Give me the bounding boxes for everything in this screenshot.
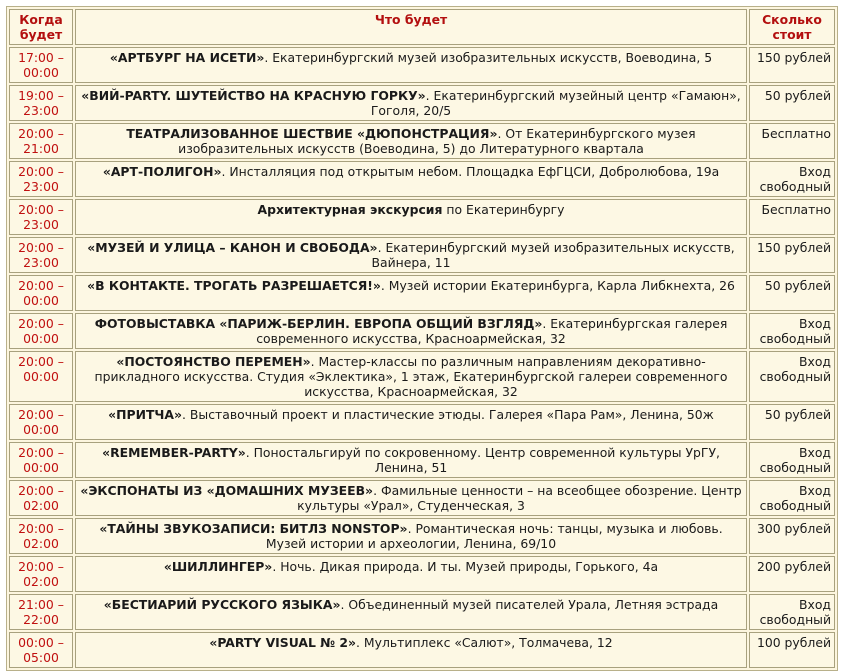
event-time: 20:00 – 21:00 bbox=[9, 123, 73, 159]
table-row bbox=[9, 123, 835, 159]
event-description bbox=[75, 275, 747, 311]
event-description bbox=[75, 85, 747, 121]
event-title: «ВИЙ-PARTY. ШУТЕЙСТВО НА КРАСНУЮ ГОРКУ» bbox=[81, 88, 426, 103]
event-details: . Екатеринбургская галерея современного искусства, Красноармейская, 32 bbox=[256, 316, 728, 346]
event-description bbox=[75, 313, 747, 349]
event-details: . Мультиплекс «Салют», Толмачева, 12 bbox=[356, 635, 613, 650]
event-time: 20:00 – 02:00 bbox=[9, 518, 73, 554]
event-schedule-table bbox=[6, 6, 838, 671]
event-title: «АРТ-ПОЛИГОН» bbox=[102, 164, 222, 179]
table-row bbox=[9, 313, 835, 349]
header-row bbox=[9, 9, 835, 45]
event-title: «БЕСТИАРИЙ РУССКОГО ЯЗЫКА» bbox=[103, 597, 341, 612]
event-price: 150 рублей bbox=[749, 237, 835, 273]
event-title: ФОТОВЫСТАВКА «ПАРИЖ-БЕРЛИН. ЕВРОПА ОБЩИЙ ВЗГЛЯД» bbox=[94, 316, 543, 331]
event-description bbox=[75, 47, 747, 83]
event-description bbox=[75, 556, 747, 592]
event-description bbox=[75, 632, 747, 668]
event-title: «МУЗЕЙ И УЛИЦА – КАНОН И СВОБОДА» bbox=[87, 240, 378, 255]
event-time: 17:00 – 00:00 bbox=[9, 47, 73, 83]
event-description bbox=[75, 351, 747, 402]
event-description bbox=[75, 480, 747, 516]
event-time: 00:00 – 05:00 bbox=[9, 632, 73, 668]
event-time: 20:00 – 00:00 bbox=[9, 442, 73, 478]
table-row bbox=[9, 237, 835, 273]
table-body bbox=[9, 47, 835, 668]
header-what: Что будет bbox=[75, 9, 747, 45]
event-price: Бесплатно bbox=[749, 199, 835, 235]
event-details: . Ночь. Дикая природа. И ты. Музей природы, Горького, 4а bbox=[272, 559, 659, 574]
table-row bbox=[9, 351, 835, 402]
event-price: 200 рублей bbox=[749, 556, 835, 592]
event-price: Вход свободный bbox=[749, 313, 835, 349]
event-price: 50 рублей bbox=[749, 85, 835, 121]
event-description bbox=[75, 199, 747, 235]
event-price: Вход свободный bbox=[749, 442, 835, 478]
event-description bbox=[75, 237, 747, 273]
table-row bbox=[9, 85, 835, 121]
event-details: . Екатеринбургский музейный центр «Гамаюн», Гоголя, 20/5 bbox=[370, 88, 741, 118]
event-time: 20:00 – 23:00 bbox=[9, 237, 73, 273]
event-details: . Романтическая ночь: танцы, музыка и любовь. Музей истории и археологии, Ленина, 69/10 bbox=[265, 521, 723, 551]
event-price: Вход свободный bbox=[749, 351, 835, 402]
event-price: 50 рублей bbox=[749, 275, 835, 311]
event-price: 100 рублей bbox=[749, 632, 835, 668]
event-title: «PARTY VISUAL № 2» bbox=[209, 635, 357, 650]
table-row bbox=[9, 275, 835, 311]
table-row bbox=[9, 594, 835, 630]
event-details: . Екатеринбургский музей изобразительных искусств, Вайнера, 11 bbox=[371, 240, 735, 270]
table-row bbox=[9, 632, 835, 668]
event-time: 20:00 – 02:00 bbox=[9, 556, 73, 592]
event-price: 50 рублей bbox=[749, 404, 835, 440]
event-price: Вход свободный bbox=[749, 480, 835, 516]
table-row bbox=[9, 47, 835, 83]
event-details: . Поностальгируй по сокровенному. Центр современной культуры УрГУ, Ленина, 51 bbox=[245, 445, 720, 475]
header-when: Когда будет bbox=[9, 9, 73, 45]
event-title: «В КОНТАКТЕ. ТРОГАТЬ РАЗРЕШАЕТСЯ!» bbox=[87, 278, 381, 293]
event-title: ТЕАТРАЛИЗОВАННОЕ ШЕСТВИЕ «ДЮПОНСТРАЦИЯ» bbox=[126, 126, 498, 141]
event-title: «ЭКСПОНАТЫ ИЗ «ДОМАШНИХ МУЗЕЕВ» bbox=[80, 483, 374, 498]
table-row bbox=[9, 404, 835, 440]
header-price: Сколько стоит bbox=[749, 9, 835, 45]
event-time: 20:00 – 00:00 bbox=[9, 275, 73, 311]
event-title: «ТАЙНЫ ЗВУКОЗАПИСИ: БИТЛЗ NONSTOP» bbox=[99, 521, 408, 536]
event-details: . Объединенный музей писателей Урала, Летняя эстрада bbox=[340, 597, 719, 612]
event-time: 20:00 – 23:00 bbox=[9, 161, 73, 197]
event-time: 19:00 – 23:00 bbox=[9, 85, 73, 121]
event-details: . Мастер-классы по различным направлениям декоративно-прикладного искусства. Студия «Эклектика», 1 этаж, Екатеринбургской галереи современного искусства, Красноармейская, 32 bbox=[94, 354, 728, 399]
event-price: 300 рублей bbox=[749, 518, 835, 554]
event-details: . От Екатеринбургского музея изобразительных искусств (Воеводина, 5) до Литературного квартала bbox=[178, 126, 696, 156]
event-title: «ПРИТЧА» bbox=[108, 407, 183, 422]
event-description bbox=[75, 518, 747, 554]
event-description bbox=[75, 123, 747, 159]
event-title: «ПОСТОЯНСТВО ПЕРЕМЕН» bbox=[116, 354, 311, 369]
event-description bbox=[75, 442, 747, 478]
event-time: 21:00 – 22:00 bbox=[9, 594, 73, 630]
event-details: . Музей истории Екатеринбурга, Карла Либкнехта, 26 bbox=[380, 278, 735, 293]
event-time: 20:00 – 00:00 bbox=[9, 313, 73, 349]
event-description bbox=[75, 161, 747, 197]
table-row bbox=[9, 199, 835, 235]
event-details: по Екатеринбургу bbox=[442, 202, 565, 217]
table-row bbox=[9, 518, 835, 554]
event-details: . Инсталляция под открытым небом. Площадка ЕфГЦСИ, Добролюбова, 19а bbox=[221, 164, 720, 179]
event-price: Вход свободный bbox=[749, 161, 835, 197]
event-title: «АРТБУРГ НА ИСЕТИ» bbox=[109, 50, 265, 65]
event-time: 20:00 – 00:00 bbox=[9, 351, 73, 402]
event-details: . Екатеринбургский музей изобразительных искусств, Воеводина, 5 bbox=[264, 50, 713, 65]
event-details: . Фамильные ценности – на всеобщее обозрение. Центр культуры «Урал», Студенческая, 3 bbox=[297, 483, 742, 513]
table-row bbox=[9, 556, 835, 592]
event-title: «REMEMBER-PARTY» bbox=[102, 445, 246, 460]
event-price: Бесплатно bbox=[749, 123, 835, 159]
event-price: Вход свободный bbox=[749, 594, 835, 630]
table-row bbox=[9, 442, 835, 478]
table-row bbox=[9, 480, 835, 516]
event-time: 20:00 – 00:00 bbox=[9, 404, 73, 440]
event-time: 20:00 – 23:00 bbox=[9, 199, 73, 235]
event-time: 20:00 – 02:00 bbox=[9, 480, 73, 516]
table-header bbox=[9, 9, 835, 45]
event-title: «ШИЛЛИНГЕР» bbox=[163, 559, 273, 574]
event-title: Архитектурная экскурсия bbox=[257, 202, 443, 217]
event-details: . Выставочный проект и пластические этюды. Галерея «Пара Рам», Ленина, 50ж bbox=[182, 407, 714, 422]
event-price: 150 рублей bbox=[749, 47, 835, 83]
table-row bbox=[9, 161, 835, 197]
event-description bbox=[75, 404, 747, 440]
event-description bbox=[75, 594, 747, 630]
